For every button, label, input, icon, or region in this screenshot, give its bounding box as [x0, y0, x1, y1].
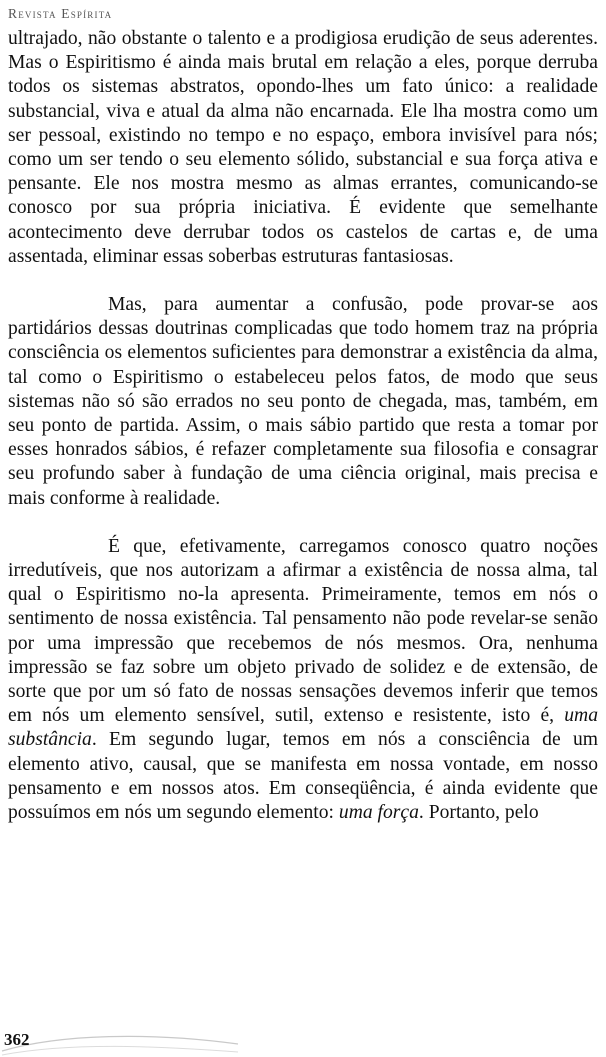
paragraph-text: Mas, para aumentar a confusão, pode provar-se aos partidários dessas doutrinas complicadas que todo homem traz na própria consciência os elementos suficientes para demonstrar a existência da alma, tal como o Espiritismo o estabeleceu pelos fatos, de modo que seus sistemas não só são errados no seu ponto de chegada, mas, também, em seu ponto de partida. Assim, o mais sábio partido que resta a tomar por esses honrados sábios, é refazer completamente sua filosofia e consagrar seu profundo saber à fundação de uma ciência original, mais precisa e mais conforme à realidade.	[8, 294, 598, 509]
page-body	[8, 27, 598, 825]
emphasis-text: uma substância	[8, 705, 598, 751]
page-number: 362	[4, 1030, 30, 1049]
paragraph-text: . Portanto, pelo	[418, 802, 539, 824]
paragraph-text: ultrajado, não obstante o talento e a prodigiosa erudição de seus aderentes. Mas o Espiritismo é ainda mais brutal em relação a eles, porque derruba todos os sistemas abstratos, opondo-lhes um fato único: a realidade substancial, viva e atual da alma não encarnada. Ele lha mostra como um ser pessoal, existindo no tempo e no espaço, embora invisível para nós; como um ser tendo o seu elemento sólido, substancial e sua força ativa e pensante. Ele nos mostra mesmo as almas errantes, comunicando-se conosco por sua própria iniciativa. É evidente que semelhante acontecimento deve derrubar todos os castelos de cartas e, de uma assentada, eliminar essas soberbas estruturas fantasiosas.	[8, 28, 598, 267]
page-flourish-icon	[0, 1022, 240, 1057]
paragraph-p3	[8, 535, 598, 825]
paragraph-p1	[8, 27, 598, 269]
running-head: Revista Espírita	[8, 6, 113, 21]
paragraph-text: É que, efetivamente, carregamos conosco quatro noções irredutíveis, que nos autorizam a afirmar a existência de nossa alma, tal qual o Espiritismo no-la apresenta. Primeiramente, temos em nós o sentimento de nossa existência. Tal pensamento não pode revelar-se senão por uma impressão que recebemos de nós mesmos. Ora, nenhuma impressão se faz sobre um objeto privado de solidez e de extensão, de sorte que por um só fato de nossas sensações devemos inferir que temos em nós um elemento sensível, sutil, extenso e resistente, isto é,	[8, 535, 598, 727]
paragraph-p2	[8, 293, 598, 511]
folio	[0, 1022, 240, 1057]
paragraph-text: . Em segundo lugar, temos em nós a consciência de um elemento ativo, causal, que se manifesta em nossa vontade, em nosso pensamento e em nossos atos. Em conseqüência, é ainda evidente que possuímos em nós um segundo elemento:	[8, 729, 598, 824]
emphasis-text: uma força	[338, 802, 419, 824]
